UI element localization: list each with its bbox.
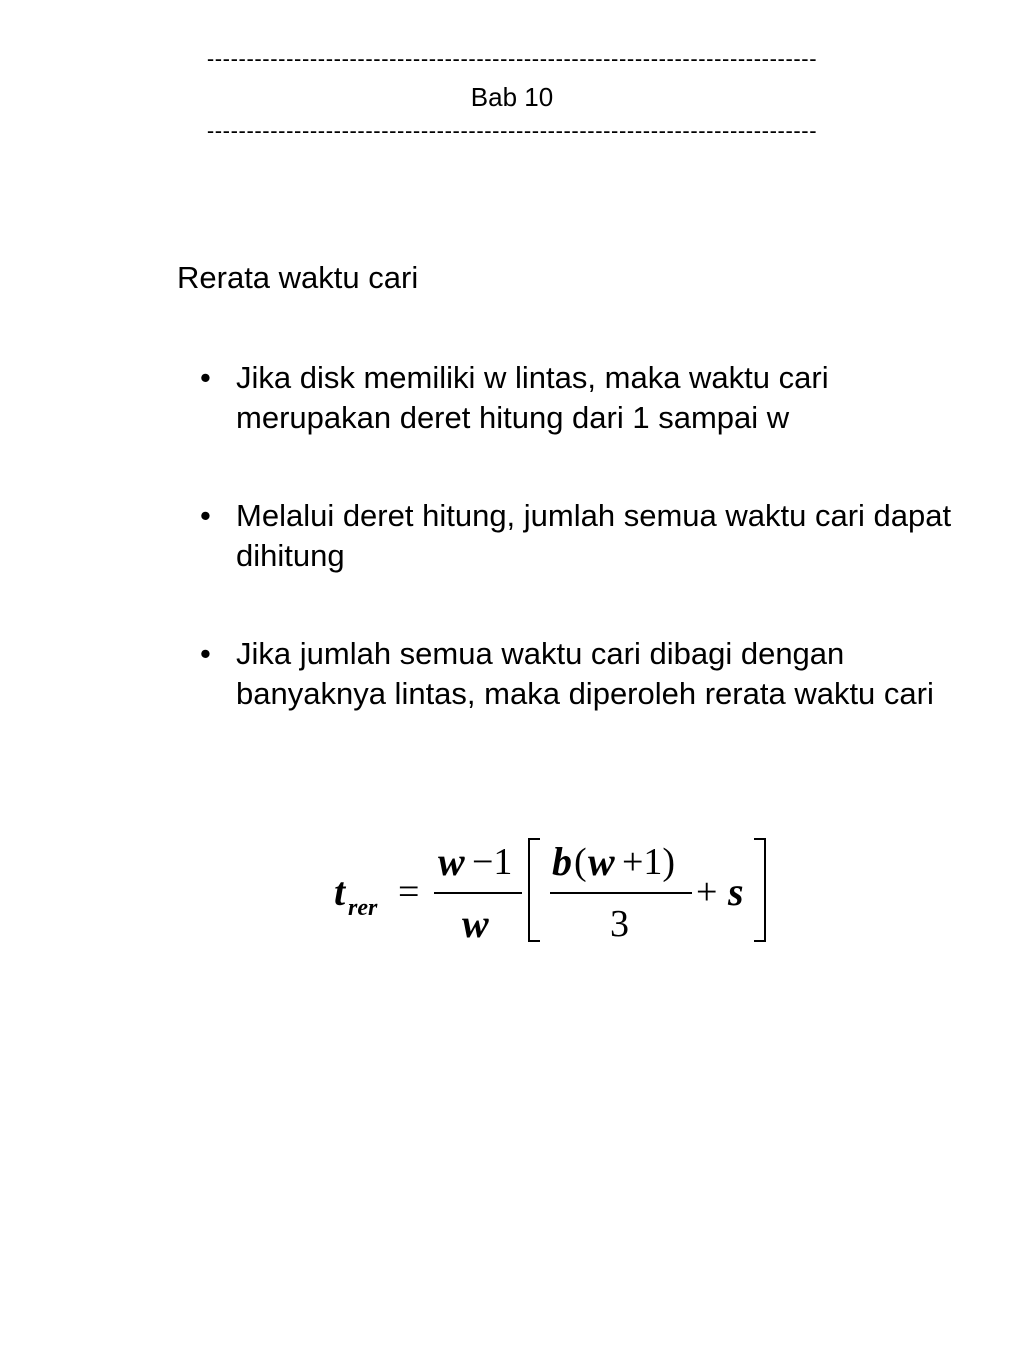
bullet-text: Jika jumlah semua waktu cari dibagi dengan banyaknya lintas, maka diperoleh rerata waktu cari (236, 636, 934, 711)
bullet-marker: • (200, 498, 211, 533)
formula-frac2-bar (550, 892, 692, 894)
bullet-text: Melalui deret hitung, jumlah semua waktu cari dapat dihitung (236, 498, 952, 573)
formula-t: t (334, 869, 346, 914)
formula-s: s (728, 869, 744, 914)
header-divider-bottom: ----------------------------------------------------------------------------- (206, 118, 818, 143)
formula-frac1-numerator-minus-one: −1 (472, 841, 513, 883)
formula-subscript-rer: rer (348, 895, 378, 921)
formula-frac2-numerator-b: b (552, 839, 572, 884)
formula-plus: + (696, 871, 718, 913)
formula-right-bracket (754, 838, 766, 942)
formula-frac2-numerator-w: w (588, 839, 615, 884)
formula-frac2-numerator-open-paren: ( (574, 841, 587, 883)
bullet-item (200, 358, 960, 438)
formula-frac1-bar (434, 892, 522, 894)
chapter-title: Bab 10 (470, 82, 554, 112)
formula-frac2-numerator-plus-one: +1) (622, 841, 676, 883)
formula-left-bracket (528, 838, 540, 942)
formula-frac1-denominator: w (462, 901, 489, 946)
slide-heading: Rerata waktu cari (177, 260, 419, 295)
average-seek-time-formula (330, 832, 790, 952)
bullet-marker: • (200, 360, 211, 395)
formula-equals: = (398, 871, 420, 913)
header-divider-top: ----------------------------------------------------------------------------- (206, 46, 818, 71)
bullet-item (200, 496, 960, 576)
bullet-list (200, 358, 960, 772)
formula-frac1-numerator-w: w (438, 839, 465, 884)
bullet-text: Jika disk memiliki w lintas, maka waktu cari merupakan deret hitung dari 1 sampai w (236, 360, 829, 435)
bullet-marker: • (200, 636, 211, 671)
bullet-item (200, 634, 960, 714)
formula-frac2-denominator: 3 (610, 903, 629, 945)
